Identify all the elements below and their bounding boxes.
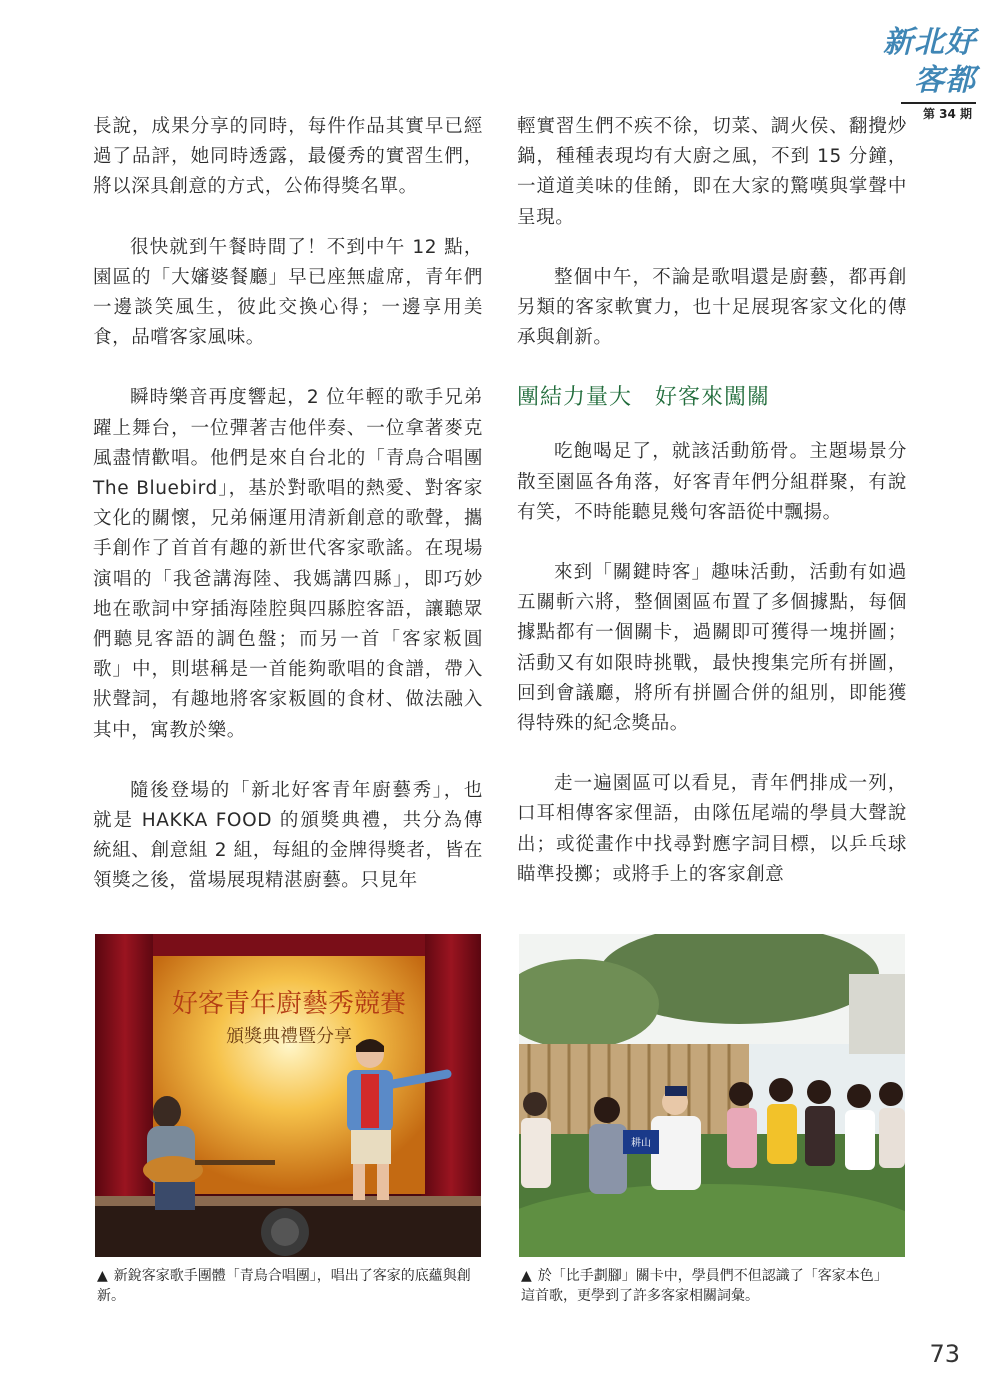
left-paragraph-2: 很快就到午餐時間了！不到中午 12 點，園區的「大嬸婆餐廳」早已座無虛席，青年們一邊談笑風生，彼此交換心得；一邊享用美食，品嚐客家風味。 xyxy=(93,236,483,349)
logo-text: 新北好客都 xyxy=(883,25,976,98)
left-photo-caption xyxy=(97,1266,477,1306)
left-paragraph-4: 隨後登場的「新北好客青年廚藝秀」，也就是 HAKKA FOOD 的頒獎典禮，共分為傳統組、創意組 2 組，每組的金牌得獎者，皆在領獎之後，當場展現精湛廚藝。只見年 xyxy=(93,779,483,892)
right-caption-text: 於「比手劃腳」關卡中，學員們不但認識了「客家本色」這首歌，更學到了許多客家相關詞彙。 xyxy=(521,1268,888,1304)
activity-sign-text: 耕山 xyxy=(631,1138,651,1149)
banner-title: 好客青年廚藝秀競賽 xyxy=(171,989,407,1019)
stage-performance-photo xyxy=(95,934,481,1257)
caption-triangle-icon: ▲ xyxy=(521,1268,532,1284)
outdoor-activity-photo xyxy=(519,934,905,1257)
left-paragraph-3: 瞬時樂音再度響起，2 位年輕的歌手兄弟躍上舞台，一位彈著吉他伴奏、一位拿著麥克風盡情歡唱。他們是來自台北的「青鳥合唱團 The Bluebird」，基於對歌唱的熱愛、對客家文化的關懷，兄弟倆運用清新創意的歌聲，攜手創作了首首有趣的新世代客家歌謠。在現場演唱的「我爸講海陸、我媽講四縣」，即巧妙地在歌詞中穿插海陸腔與四縣腔客語，讓聽眾們聽見客語的調色盤；而另一首「客家粄圓歌」中，則堪稱是一首能夠歌唱的食譜，帶入狀聲詞，有趣地將客家粄圓的食材、做法融入其中，寓教於樂。 xyxy=(93,387,483,741)
magazine-logo xyxy=(856,24,976,122)
right-photo-caption xyxy=(521,1266,901,1306)
section-heading: 團結力量大 好客來闖關 xyxy=(517,385,771,411)
issue-number: 第 34 期 xyxy=(901,102,976,122)
left-caption-text: 新銳客家歌手團體「青鳥合唱團」，唱出了客家的底蘊與創新。 xyxy=(97,1268,471,1304)
caption-triangle-icon: ▲ xyxy=(97,1268,108,1284)
right-paragraph-2: 整個中午，不論是歌唱還是廚藝，都再創另類的客家軟實力，也十足展現客家文化的傳承與創新。 xyxy=(517,266,907,349)
right-paragraph-5: 走一遍園區可以看見，青年們排成一列，口耳相傳客家俚語，由隊伍尾端的學員大聲說出；或從畫作中找尋對應字詞目標，以乒乓球瞄準投擲；或將手上的客家創意 xyxy=(517,773,907,885)
page-number: 73 xyxy=(929,1340,960,1368)
right-paragraph-4: 來到「關鍵時客」趣味活動，活動有如過五關斬六將，整個園區布置了多個據點，每個據點都有一個關卡，過關即可獲得一塊拼圖；活動又有如限時挑戰，最快搜集完所有拼圖，回到會議廳，將所有拼圖合併的組別，即能獲得特殊的紀念獎品。 xyxy=(517,562,907,735)
banner-subtitle: 頒獎典禮暨分享 xyxy=(226,1026,352,1047)
left-paragraph-1: 長說，成果分享的同時，每件作品其實早已經過了品評，她同時透露，最優秀的實習生們，將以深具創意的方式，公佈得獎名單。 xyxy=(93,116,483,198)
right-column xyxy=(517,112,907,920)
right-paragraph-1: 輕實習生們不疾不徐，切菜、調火侯、翻攪炒鍋，種種表現均有大廚之風，不到 15 分鐘，一道道美味的佳餚，即在大家的驚嘆與掌聲中呈現。 xyxy=(517,116,907,228)
left-column xyxy=(93,112,483,927)
right-paragraph-3: 吃飽喝足了，就該活動筋骨。主題場景分散至園區各角落，好客青年們分組群聚，有說有笑，不時能聽見幾句客語從中飄揚。 xyxy=(517,441,907,523)
